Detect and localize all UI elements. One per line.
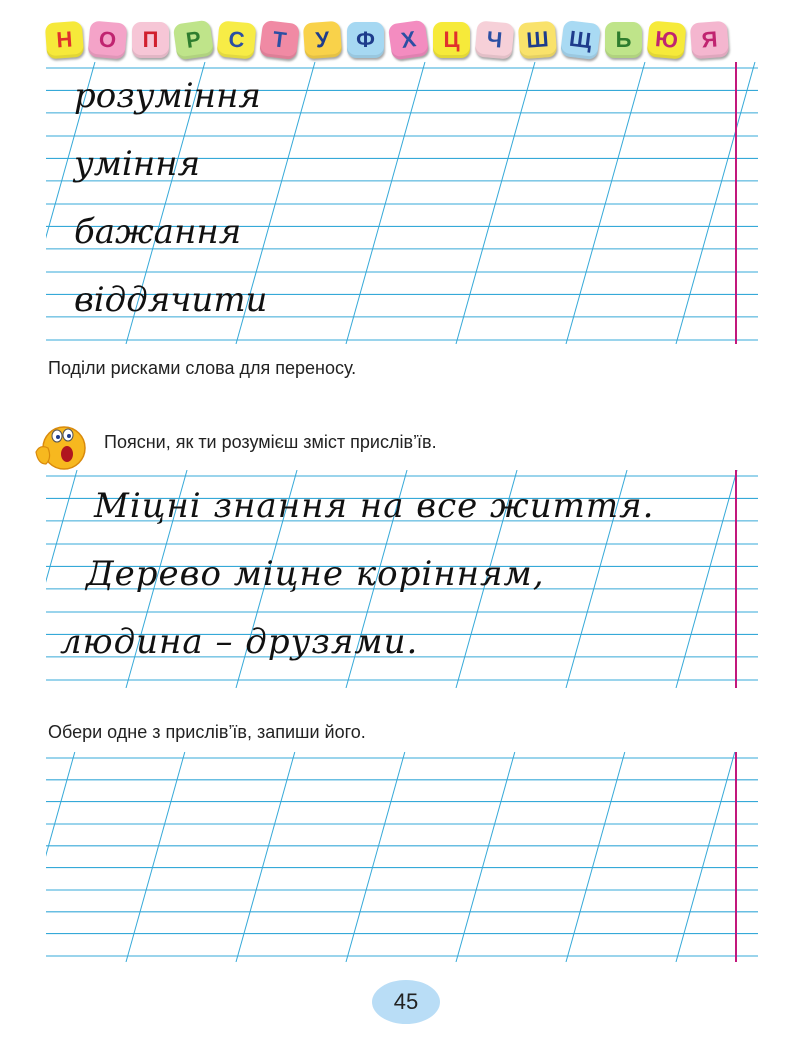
instruction-choose: Обери одне з прислів’їв, запиши його. — [48, 722, 366, 742]
letter-tile — [173, 20, 215, 61]
slant-line — [456, 62, 535, 344]
letter-tile — [433, 22, 470, 58]
slant-line — [126, 752, 185, 962]
slant-line — [676, 752, 735, 962]
letter-tile-text: Н — [55, 26, 74, 53]
letter-tile-text: Т — [271, 26, 288, 53]
handwritten-word: уміння — [74, 144, 201, 184]
instruction-hyphenate: Поділи рисками слова для переносу. — [48, 358, 357, 378]
page-number: 45 — [372, 980, 440, 1024]
handwritten-proverb: Міцні знання на все життя. — [94, 486, 655, 526]
letter-tile — [605, 22, 642, 58]
handwritten-word: віддячити — [74, 280, 268, 320]
letter-tile — [388, 20, 430, 61]
letter-tile-text: Я — [700, 26, 719, 53]
slant-line — [456, 752, 515, 962]
handwritten-proverb: людина – друзями. — [60, 622, 419, 662]
letter-tile — [690, 21, 729, 59]
writing-lines-words — [46, 62, 758, 344]
handwritten-word: бажання — [74, 212, 242, 252]
letter-tile-text: Р — [184, 26, 203, 53]
slant-line — [346, 62, 425, 344]
thinking-smiley-icon — [30, 418, 92, 472]
handwritten-word: розуміння — [74, 76, 261, 116]
slant-line — [46, 752, 75, 962]
slant-line — [566, 62, 645, 344]
writing-lines-blank[interactable] — [46, 752, 758, 962]
letter-tile-text: Щ — [567, 25, 594, 54]
slant-line — [566, 752, 625, 962]
instruction-explain: Поясни, як ти розумієш зміст прислів’їв. — [104, 432, 437, 452]
letter-tile — [217, 20, 257, 59]
slant-line — [676, 470, 737, 688]
writing-lines-proverbs — [46, 470, 758, 688]
letter-tile-text: П — [142, 27, 159, 52]
slant-line — [236, 752, 295, 962]
letter-tile — [475, 20, 515, 59]
letter-tile-text: Ь — [615, 27, 632, 52]
letter-tile-text: Ю — [654, 26, 679, 53]
letter-tile-text: Ш — [525, 26, 550, 53]
letter-tile-text: У — [314, 26, 331, 53]
letter-tile — [259, 20, 300, 60]
letter-tile-text: Ф — [356, 27, 375, 52]
letter-tile — [560, 20, 601, 60]
slant-line — [346, 752, 405, 962]
handwritten-proverb: Дерево міцне корінням, — [86, 554, 545, 594]
slant-line — [676, 62, 755, 344]
letter-tile — [647, 20, 687, 59]
letter-tile-text: Ц — [443, 27, 460, 52]
alphabet-strip — [46, 18, 766, 62]
letter-tile-text: О — [97, 26, 118, 53]
letter-tile-text: Х — [399, 26, 418, 53]
writing-ruling — [46, 752, 758, 962]
letter-tile — [518, 21, 557, 59]
letter-tile — [303, 21, 342, 59]
letter-tile-text: С — [227, 26, 246, 53]
letter-tile — [88, 20, 128, 59]
letter-tile — [347, 22, 384, 58]
letter-tile — [132, 22, 169, 58]
letter-tile-text: Ч — [485, 26, 504, 53]
letter-tile — [45, 21, 84, 59]
